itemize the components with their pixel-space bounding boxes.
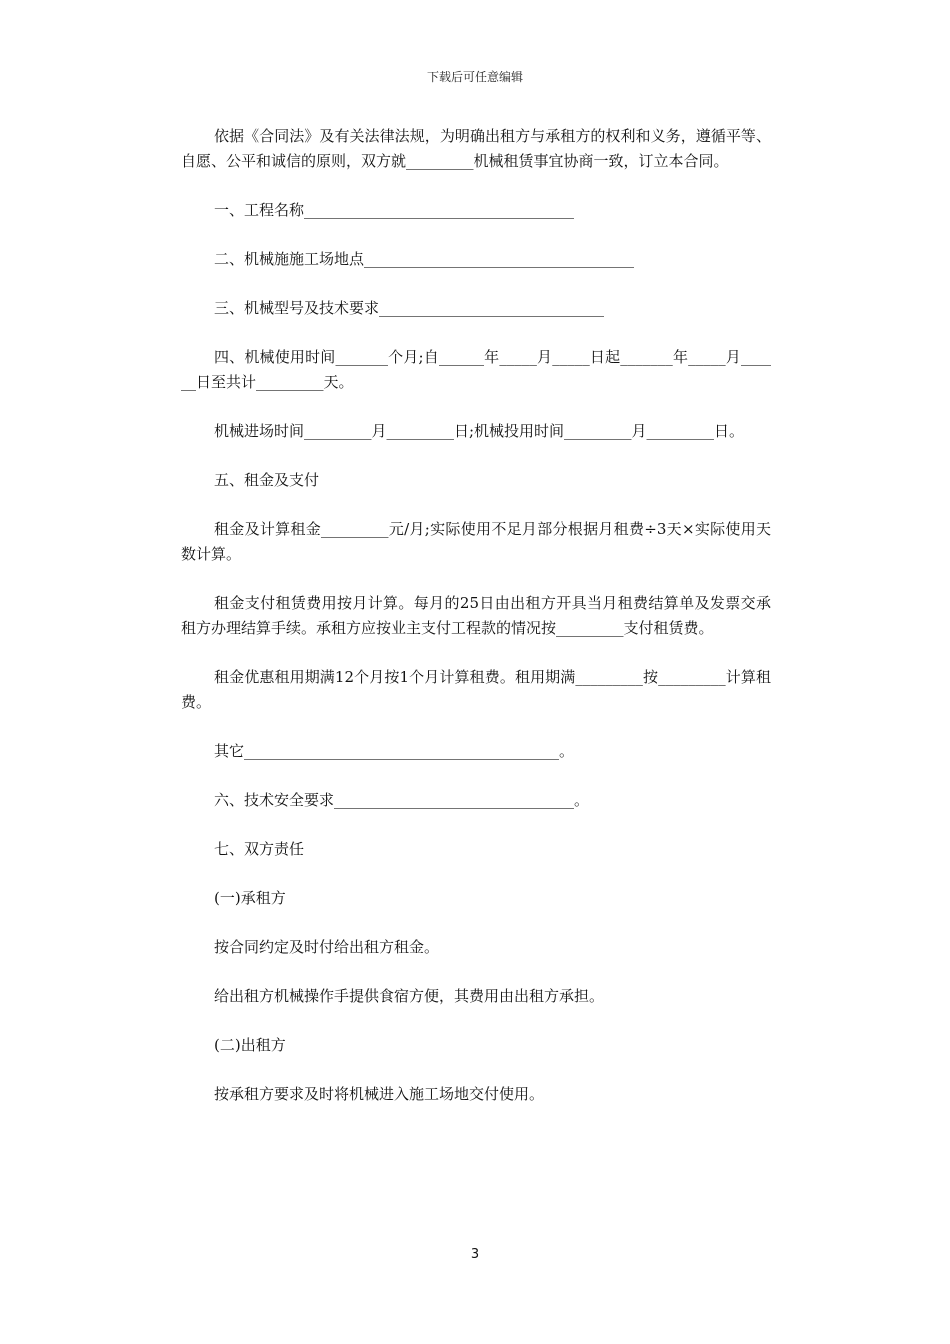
paragraph-rent-heading: 五、租金及支付 — [214, 471, 320, 489]
paragraph-project-name: 一、工程名称____________________________________ — [214, 201, 575, 219]
paragraph-lessor-duty-1: 按承租方要求及时将机械进入施工场地交付使用。 — [214, 1085, 545, 1103]
page-number: 3 — [470, 1247, 480, 1262]
paragraph-safety: 六、技术安全要求________________________________。 — [214, 791, 590, 809]
paragraph-machine-model: 三、机械型号及技术要求______________________________ — [214, 299, 605, 317]
paragraph-lessee-duty-1: 按合同约定及时付给出租方租金。 — [214, 938, 440, 956]
paragraph-other: 其它__________________________________________。 — [214, 742, 575, 760]
page-header: 下载后可任意编辑 — [426, 70, 523, 84]
paragraph-responsibilities-heading: 七、双方责任 — [214, 840, 305, 858]
paragraph-lessee-heading: (一)承租方 — [214, 889, 286, 907]
paragraph-site-location: 二、机械施施工场地点____________________________________ — [214, 250, 635, 268]
paragraph-lessor-heading: (二)出租方 — [214, 1036, 286, 1054]
paragraph-rent-payment: 租金支付租赁费用按月计算。每月的25日由出租方开具当月租费结算单及发票交承租方办理结算手续。承租方应按业主支付工程款的情况按_________支付租赁费。 — [181, 594, 771, 637]
paragraph-intro: 依据《合同法》及有关法律法规，为明确出租方与承租方的权利和义务，遵循平等、自愿、公平和诚信的原则，双方就_________机械租赁事宜协商一致，订立本合同。 — [181, 127, 771, 170]
paragraph-usage-period: 四、机械使用时间_______个月;自______年_____月_____日起_______年_____月______日至共计_________天。 — [181, 348, 771, 391]
paragraph-lessee-duty-2: 给出租方机械操作手提供食宿方便，其费用由出租方承担。 — [214, 987, 605, 1005]
paragraph-entry-time: 机械进场时间_________月_________日;机械投用时间_________月_________日。 — [214, 422, 745, 440]
paragraph-rent-calc: 租金及计算租金_________元/月;实际使用不足月部分根据月租费÷3天×实际使用天数计算。 — [181, 520, 771, 563]
document-body — [181, 124, 771, 1131]
paragraph-rent-discount: 租金优惠租用期满12个月按1个月计算租费。租用期满_________按_________计算租费。 — [181, 668, 771, 711]
